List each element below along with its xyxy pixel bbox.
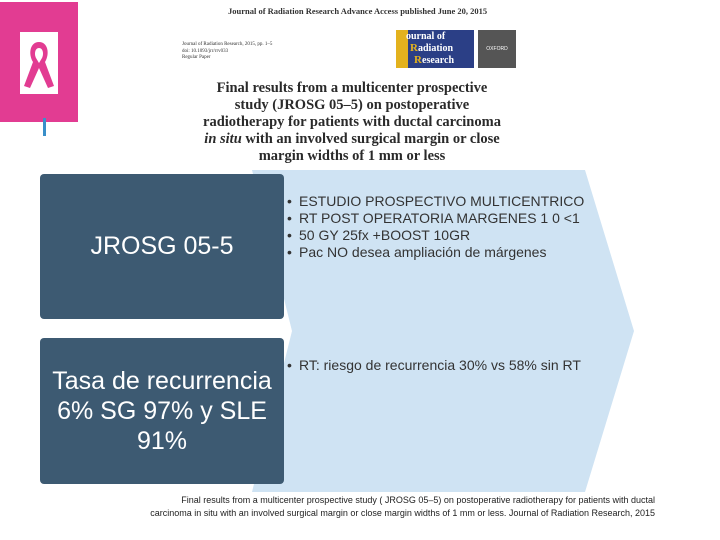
results-box: [40, 338, 284, 484]
logo-accent-line: [43, 118, 46, 136]
journal-logo-text: ournal of: [406, 31, 446, 42]
list-item: • Pac NO desea ampliación de márgenes: [287, 244, 607, 261]
citation-caption: Final results from a multicenter prospective study ( JROSG 05–5) on postoperative radiotherapy for patients with ductal carcinoma in situ with an involved surgical margin or close margin widths of 1 mm or less. Journal of Radiation Research, 2015: [150, 495, 655, 518]
pink-ribbon-logo: [0, 2, 78, 122]
ribbon-icon: [0, 2, 78, 122]
journal-logo-text: adiation: [418, 43, 454, 54]
paper-meta-line: doi: 10.1093/jrr/rrv033: [182, 48, 229, 54]
journal-logo-text: esearch: [422, 55, 455, 66]
paper-header: Journal of Radiation Research Advance Access published June 20, 2015: [228, 6, 488, 16]
study-label-box: [40, 174, 284, 319]
study-label: JROSG 05-5: [90, 232, 234, 260]
paper-meta: [182, 42, 292, 62]
journal-logo-letter: R: [414, 54, 422, 66]
study-bullets: [287, 193, 607, 261]
paper-meta-line: Regular Paper: [182, 55, 211, 60]
paper-title-part: with an involved surgical margin or close margin widths of 1 mm or less: [241, 131, 500, 164]
publisher-logo: OXFORD: [478, 30, 516, 68]
paper-title-part: Final results from a multicenter prospective study (JROSG 05–5) on postoperative radiotherapy for patients with ductal carcinoma: [203, 80, 501, 130]
journal-logo: [396, 30, 474, 68]
results-bullets: [287, 357, 617, 374]
journal-logo-letter: J: [398, 30, 404, 42]
paper-image: [176, 0, 506, 168]
list-item: • 50 GY 25fx +BOOST 10GR: [287, 227, 607, 244]
paper-meta-line: Journal of Radiation Research, 2015, pp. 1–5: [182, 42, 273, 47]
journal-logo-letter: R: [410, 42, 418, 54]
list-item: • RT POST OPERATORIA MARGENES 1 0 <1: [287, 210, 607, 227]
paper-title-italic: in situ: [204, 131, 242, 147]
list-item: • ESTUDIO PROSPECTIVO MULTICENTRICO: [287, 193, 607, 210]
list-item: • RT: riesgo de recurrencia 30% vs 58% sin RT: [287, 357, 617, 374]
results-label: Tasa de recurrencia 6% SG 97% y SLE 91%: [52, 367, 272, 455]
paper-title: [202, 80, 502, 165]
